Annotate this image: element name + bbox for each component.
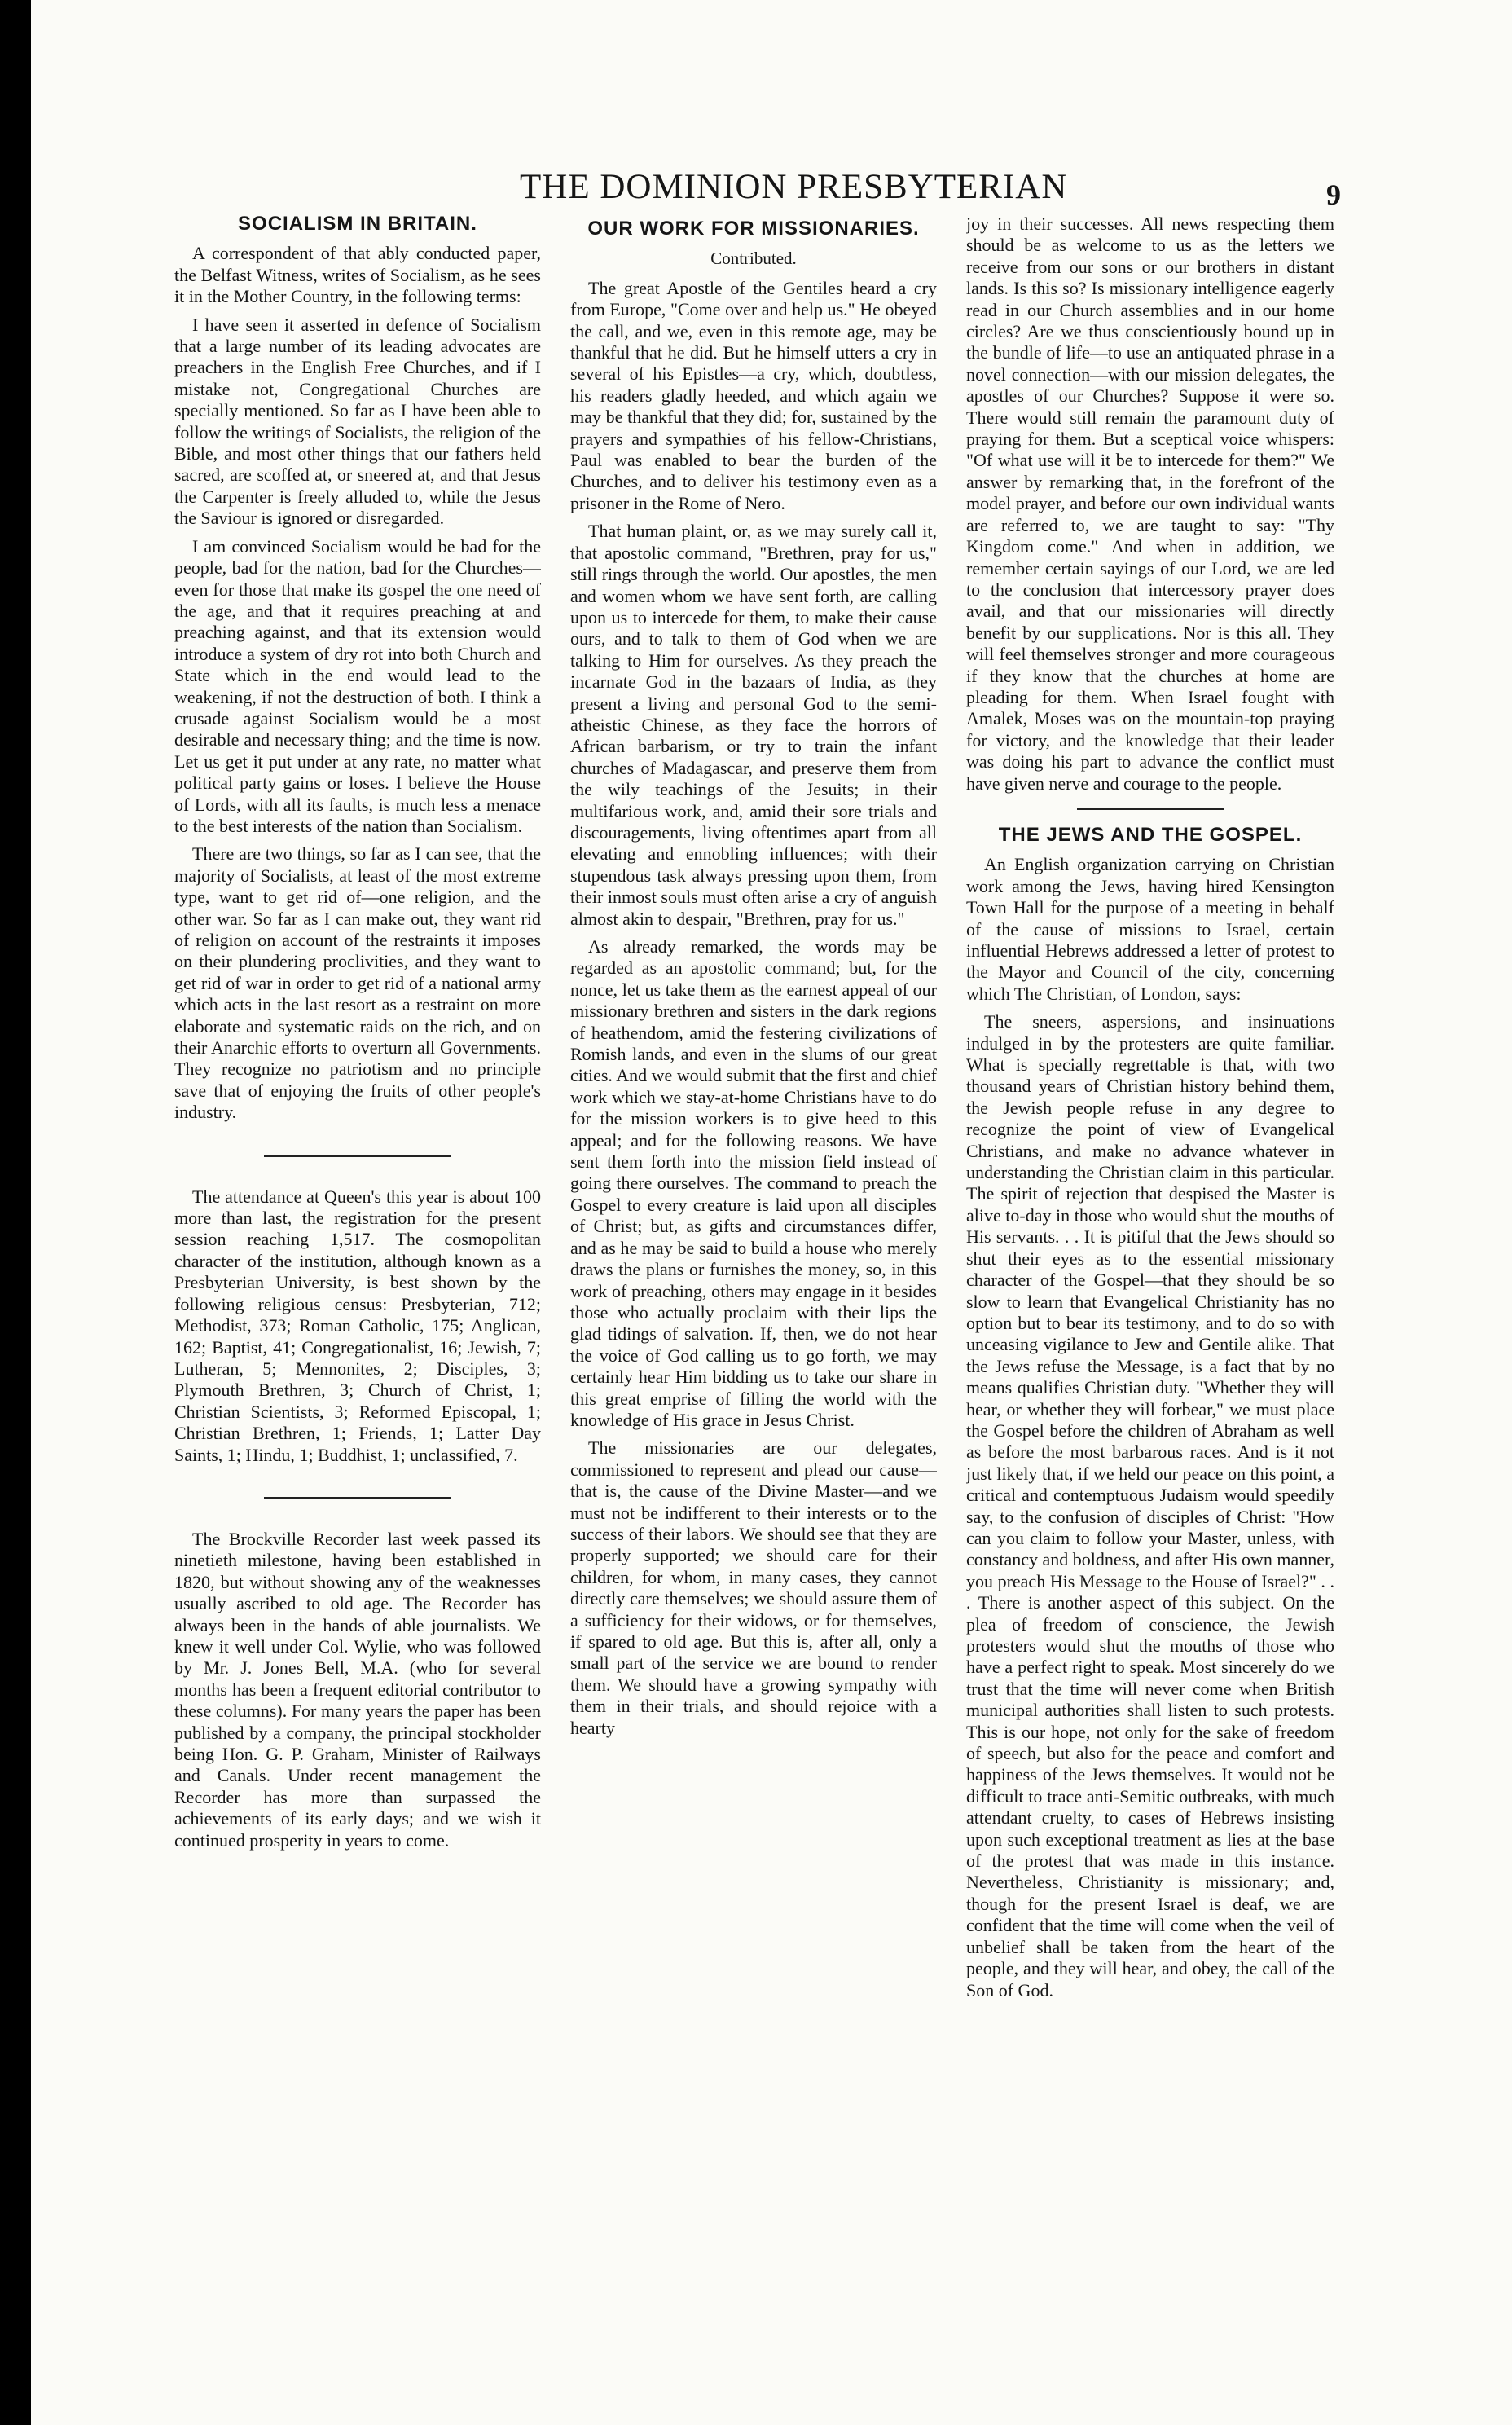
column-middle	[570, 213, 937, 2267]
page-number: 9	[1326, 178, 1341, 211]
column-left	[174, 213, 541, 2267]
socialism-paragraph: I am convinced Socialism would be bad for the people, bad for the nation, bad for the Churches—even for those that make its gospel the one need of the age, and that it requires preaching at and preaching against, and that its extension would introduce a system of dry rot into both Church and State which in the end would lead to the weakening, if not the destruction of both. I think a crusade against Socialism would be a most desirable and necessary thing; and the time is now. Let us get it put under at any rate, no matter what political party gains or loses. I believe the House of Lords, with all its faults, is much less a menace to the best interests of the nation than Socialism.	[174, 535, 541, 836]
jews-paragraph: The sneers, aspersions, and insinuations indulged in by the protesters are quite familiar. What is specially regrettable is that, with two thousand years of Christian history behind them, the Jewish people refuse in any degree to recognize the point of view of Evangelical Christians, and make no advance whatever in understanding the Christian claim in this particular. The spirit of rejection that despised the Master is alive to-day in those who would shut the mouths of His servants. . . It is pitiful that the Jews should so shut their eyes as to the essential missionary character of the Gospel—that they should be so slow to learn that Evangelical Christianity has no option but to bear its testimony, and to do so with unceasing vigilance to Jew and Gentile alike. That the Jews refuse the Message, is a fact that by no means qualifies Christian duty. "Whether they will hear, or whether they will forbear," we must place the Gospel before the children of Abraham as well as before the most barbarous races. And is it not just likely that, if we held our peace on this point, a critical and contemptuous Judaism would speedily say, to the confusion of disciples of Christ: "How can you claim to follow your Master, unless, with constancy and boldness, and after His own manner, you preach His Message to the House of Israel?" . . . There is another aspect of this subject. On the plea of freedom of conscience, the Jewish protesters would shut the mouths of those who have a perfect right to speak. Most sincerely do we trust that the time will never come when British municipal authorities shall listen to such protests. This is our hope, not only for the sake of freedom of speech, but also for the peace and comfort and happiness of the Jews themselves. It would not be difficult to trace anti-Semitic outbreaks, with much attendant cruelty, to cases of Hebrews insisting upon such exceptional treatment as lies at the base of the protest that was made in this instance. Nevertheless, Christianity is missionary; and, though for the present Israel is deaf, we are confident that the time will come when the veil of unbelief shall be taken from the heart of the people, and they will hear, and obey, the call of the Son of God.	[966, 1011, 1334, 2000]
column-rule	[1077, 808, 1224, 810]
queens-note: The attendance at Queen's this year is about 100 more than last, the registration for the present session reaching 1,517. The cosmopolitan character of the institution, although known as a Presbyterian University, is best shown by the following religious census: Presbyterian, 712; Methodist, 373; Roman Catholic, 175; Anglican, 162; Baptist, 41; Congregationalist, 16; Jewish, 7; Lutheran, 5; Mennonites, 2; Disciples, 3; Plymouth Brethren, 3; Church of Christ, 1; Christian Scientists, 3; Reformed Episcopal, 1; Christian Brethren, 1; Friends, 1; Latter Day Saints, 1; Hindu, 1; Buddhist, 1; unclassified, 7.	[174, 1186, 541, 1465]
missionaries-paragraph: That human plaint, or, as we may surely call it, that apostolic command, "Brethren, pray for us," still rings through the world. Our apostles, the men and women whom we have sent forth, are calling upon us to intercede for them, to make their cause ours, and to talk to them of God when we are talking to Him for ourselves. As they preach the incarnate God in the bazaars of India, as they present a living and personal God to the semi-atheistic Chinese, as they face the horrors of African barbarism, or try to train the infant churches of Madagascar, and preserve them from the wily teachings of the Jesuits; in their multifarious work, and, amid their sore trials and discouragements, living oftentimes apart from all elevating and ennobling influences; with their stupendous task always pressing upon them, from their inmost souls must often arise a cry of anguish almost akin to despair, "Brethren, pray for us."	[570, 521, 937, 929]
socialism-paragraph: There are two things, so far as I can see, that the majority of Socialists, at least of the most extreme type, want to get rid of—one religion, and the other war. So far as I can make out, they want rid of religion on account of the restraints it imposes on their plundering proclivities, and they want to get rid of war in order to get rid of a national army which acts in the last resort as a restraint on more elaborate and systematic raids on the rich, and on their Anarchic efforts to overturn all Governments. They recognize no patriotism and no principle save that of enjoying the fruits of other people's industry.	[174, 843, 541, 1123]
column-right	[966, 213, 1334, 2267]
socialism-intro: A correspondent of that ably conducted paper, the Belfast Witness, writes of Socialism, as he sees it in the Mother Country, in the following terms:	[174, 243, 541, 307]
column-rule	[264, 1155, 451, 1157]
missionaries-paragraph: The great Apostle of the Gentiles heard a cry from Europe, "Come over and help us." He obeyed the call, and we, even in this remote age, may be thankful that he did. But he himself utters a cry in several of his Epistles—a cry, which, doubtless, his readers gladly heeded, and which again we may be thankful that they did; for, sustained by the prayers and sympathies of his fellow-Christians, Paul was enabled to bear the burden of the Churches, and to deliver his testimony even as a prisoner in the Rome of Nero.	[570, 277, 937, 513]
masthead: THE DOMINION PRESBYTERIAN	[520, 168, 1068, 206]
socialism-paragraph: I have seen it asserted in defence of Socialism that a large number of its leading advocates are preachers in the English Free Churches, and if I mistake not, Congregational Churches are specially mentioned. So far as I have been able to follow the writings of Socialists, the religion of the Bible, and most other things that our fathers held sacred, are scoffed at, or sneered at, and that Jesus the Carpenter is freely alluded to, while the Jesus the Saviour is ignored or disregarded.	[174, 314, 541, 529]
missionaries-paragraph: The missionaries are our delegates, commissioned to represent and plead our cause—that is, the cause of the Divine Master—and we must not be indifferent to their interests or to the success of their labors. We should see that they are properly supported; we should care for their children, for whom, in many cases, they cannot directly care themselves; we should assure them of a sufficiency for their widows, or for themselves, if spared to old age. But this is, after all, only a small part of the service we are bound to render them. We should have a growing sympathy with them in their trials, and should rejoice with a hearty	[570, 1437, 937, 1738]
article-title-missionaries: OUR WORK FOR MISSIONARIES.	[587, 218, 920, 240]
article-byline: Contributed.	[710, 249, 797, 269]
missionaries-paragraph: As already remarked, the words may be regarded as an apostolic command; but, for the nonce, let us take them as the earnest appeal of our missionary brethren and sisters in the dark regions of heathendom, amid the festering civilizations of Romish lands, and even in the slums of our great cities. And we would submit that the first and chief work which we stay-at-home Christians have to do for the mission workers is to give heed to this appeal; and for the following reasons. We have sent them forth into the mission field instead of going there ourselves. The command to preach the Gospel to every creature is laid upon all disciples of Christ; but, as gifts and circumstances differ, and as he may be said to build a house who merely draws the plans or furnishes the money, so, in this work of preaching, others may engage in it besides those who actually proclaim with their lips the glad tidings of salvation. If, then, we do not hear the voice of God calling us to go forth, we may certainly hear Him bidding us to take our share in this great emprise of filling the world with the knowledge of His grace in Jesus Christ.	[570, 936, 937, 1430]
article-title-socialism: SOCIALISM IN BRITAIN.	[238, 213, 477, 235]
brockville-note: The Brockville Recorder last week passed its ninetieth milestone, having been established in 1820, but without showing any of the weaknesses usually ascribed to old age. The Recorder has always been in the hands of able journalists. We knew it well under Col. Wylie, who was followed by Mr. J. Jones Bell, M.A. (who for several months has been a frequent editorial contributor to these columns). For many years the paper has been published by a company, the principal stockholder being Hon. G. P. Graham, Minister of Railways and Canals. Under recent management the Recorder has more than surpassed the achievements of its early days; and we wish it continued prosperity in years to come.	[174, 1528, 541, 1851]
missionaries-continued: joy in their successes. All news respecting them should be as welcome to us as the letters we receive from our sons or our brothers in distant lands. Is this so? Is missionary intelligence eagerly read in our Church assemblies and in our home circles? Are we thus conscientiously bound up in the bundle of life—to use an antiquated phrase in a novel connection—with our mission delegates, the apostles of our Churches? Suppose it were so. There would still remain the paramount duty of praying for them. But a sceptical voice whispers: "Of what use will it be to intercede for them?" We answer by remarking that, in the forefront of the model prayer, and before our own individual wants are referred to, we are taught to say: "Thy Kingdom come." And when in addition, we remember certain sayings of our Lord, we are led to the conclusion that intercessory prayer does avail, and that our missionaries will directly benefit by our supplications. Nor is this all. They will feel themselves stronger and more courageous if they know that the churches at home are pleading for them. When Israel fought with Amalek, Moses was on the mountain-top praying for victory, and the knowledge that their leader was doing his part to advance the conflict must have given nerve and courage to the people.	[966, 213, 1334, 794]
article-title-jews: THE JEWS AND THE GOSPEL.	[998, 823, 1303, 846]
column-rule	[264, 1497, 451, 1499]
newspaper-page	[31, 0, 1512, 2425]
jews-paragraph: An English organization carrying on Christian work among the Jews, having hired Kensington Town Hall for the purpose of a meeting in behalf of the cause of missions to Israel, certain influential Hebrews addressed a letter of protest to the Mayor and Council of the city, concerning which The Christian, of London, says:	[966, 854, 1334, 1004]
